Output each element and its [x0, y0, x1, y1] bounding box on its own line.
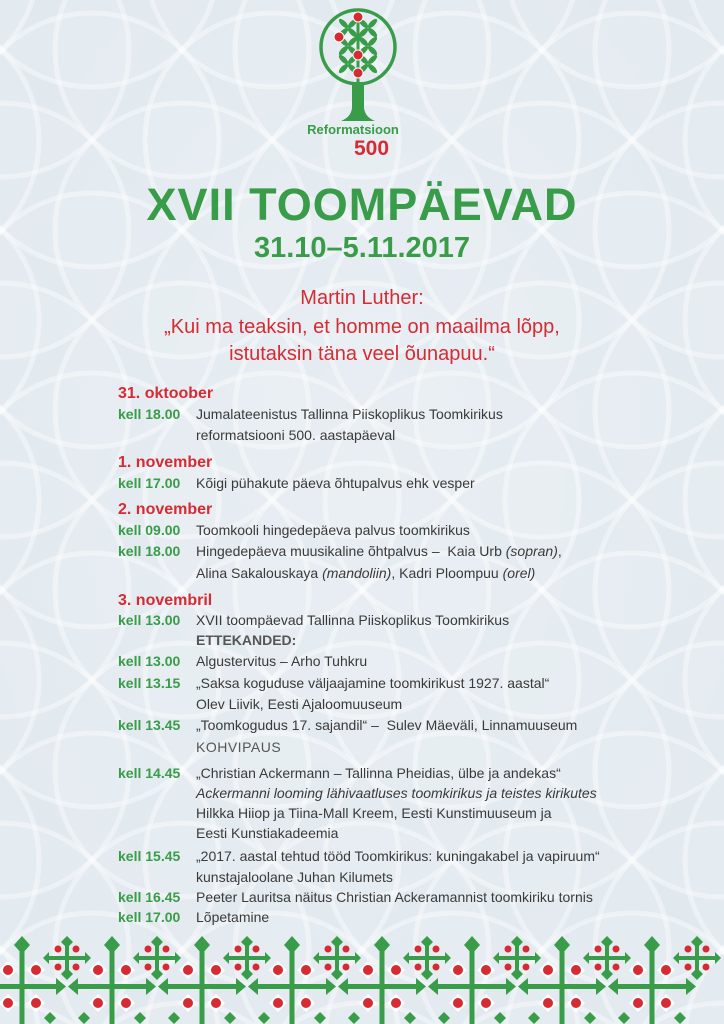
event-text: Hingedepäeva muusikaline õhtpalvus – Kaia Urb: [196, 543, 506, 559]
event-text: Eesti Kunstiakadeemia: [196, 825, 339, 841]
performer-role: (orel): [502, 565, 536, 581]
page-title: XVII TOOMPÄEVAD: [146, 179, 578, 230]
folk-knot-ornament: [223, 936, 271, 980]
folk-knot-ornament: [673, 936, 721, 980]
event-text: kunstajaloolane Juhan Kilumets: [196, 869, 393, 885]
event-text: Kõigi pühakute päeva õhtupalvus ehk vesper: [196, 475, 475, 491]
logo-wordmark: Reformatsioon: [307, 122, 399, 137]
folk-knot-ornament: [133, 936, 181, 980]
quote-line: „Kui ma teaksin, et homme on maailma lõpp,: [164, 316, 560, 338]
quote-line: istutaksin täna veel õunapuu.“: [229, 343, 495, 365]
event-time: kell 13.15: [118, 675, 181, 691]
event-text: ,: [557, 543, 562, 559]
event-text: Algustervitus – Arho Tuhkru: [196, 653, 368, 669]
event-text: Peeter Lauritsa näitus Christian Ackeramannist toomkiriku tornis: [196, 889, 593, 905]
event-time: kell 13.45: [118, 717, 181, 733]
event-text: XVII toompäevad Tallinna Piiskoplikus Toomkirikus: [196, 612, 510, 628]
folk-cross-ornament: [608, 936, 696, 1024]
day-heading: 31. oktoober: [118, 385, 214, 402]
event-text: Alina Sakalouskaya: [196, 565, 323, 581]
event-time: kell 18.00: [118, 406, 181, 422]
event-time: kell 09.00: [118, 522, 181, 538]
event-time: kell 16.45: [118, 889, 181, 905]
event-text: reformatsiooni 500. aastapäeval: [196, 427, 396, 443]
event-time: kell 13.00: [118, 612, 181, 628]
day-heading: 1. november: [118, 454, 213, 471]
quote-author: Martin Luther:: [300, 287, 424, 309]
event-dates: 31.10–5.11.2017: [253, 232, 471, 264]
logo-number: 500: [354, 137, 390, 160]
event-text: „Toomkogudus 17. sajandil“ – Sulev Mäeväli, Linnamuuseum: [196, 717, 578, 733]
event-text: Jumalateenistus Tallinna Piiskoplikus Toomkirikus: [196, 406, 503, 422]
folk-cross-ornament: [248, 936, 336, 1024]
performer-role: (mandoliin): [322, 565, 392, 581]
folk-knot-ornament: [313, 936, 361, 980]
folk-knot-ornament: [43, 936, 91, 980]
event-text: Toomkooli hingedepäeva palvus toomkirikus: [196, 522, 470, 538]
event-text: „Christian Ackermann – Tallinna Pheidias, ülbe ja andekas“: [196, 765, 561, 781]
coffee-break-label: KOHVIPAUS: [196, 739, 282, 755]
event-text: Lõpetamine: [196, 909, 270, 925]
folk-cross-ornament: [158, 936, 246, 1024]
event-text: „2017. aastal tehtud tööd Toomkirikus: kuningakabel ja vapiruum“: [196, 848, 600, 864]
folk-cross-ornament: [338, 936, 426, 1024]
talks-label: ETTEKANDED:: [196, 632, 297, 648]
event-subtitle: Ackermanni looming lähivaatluses toomkirikus ja teistes kirikutes: [196, 785, 597, 801]
event-text: Hilkka Hiiop ja Tiina-Mall Kreem, Eesti Kunstimuuseum ja: [196, 805, 552, 821]
folk-cross-ornament: [68, 936, 156, 1024]
event-time: kell 15.45: [118, 848, 181, 864]
event-text: Olev Liivik, Eesti Ajaloomuuseum: [196, 696, 403, 712]
event-time: kell 17.00: [118, 475, 181, 491]
performer-role: (sopran): [505, 543, 558, 559]
day-heading: 3. novembril: [118, 592, 213, 609]
event-text: „Saksa koguduse väljaajamine toomkirikust 1927. aastal“: [196, 675, 550, 691]
day-heading: 2. november: [118, 501, 213, 518]
folk-knot-ornament: [493, 936, 541, 980]
event-time: kell 13.00: [118, 653, 181, 669]
event-text: , Kadri Ploompuu: [391, 565, 503, 581]
event-time: kell 18.00: [118, 543, 181, 559]
event-time: kell 14.45: [118, 765, 181, 781]
folk-cross-ornament: [518, 936, 606, 1024]
folk-knot-ornament: [583, 936, 631, 980]
folk-cross-ornament: [428, 936, 516, 1024]
folk-knot-ornament: [403, 936, 451, 980]
event-time: kell 17.00: [118, 909, 181, 925]
